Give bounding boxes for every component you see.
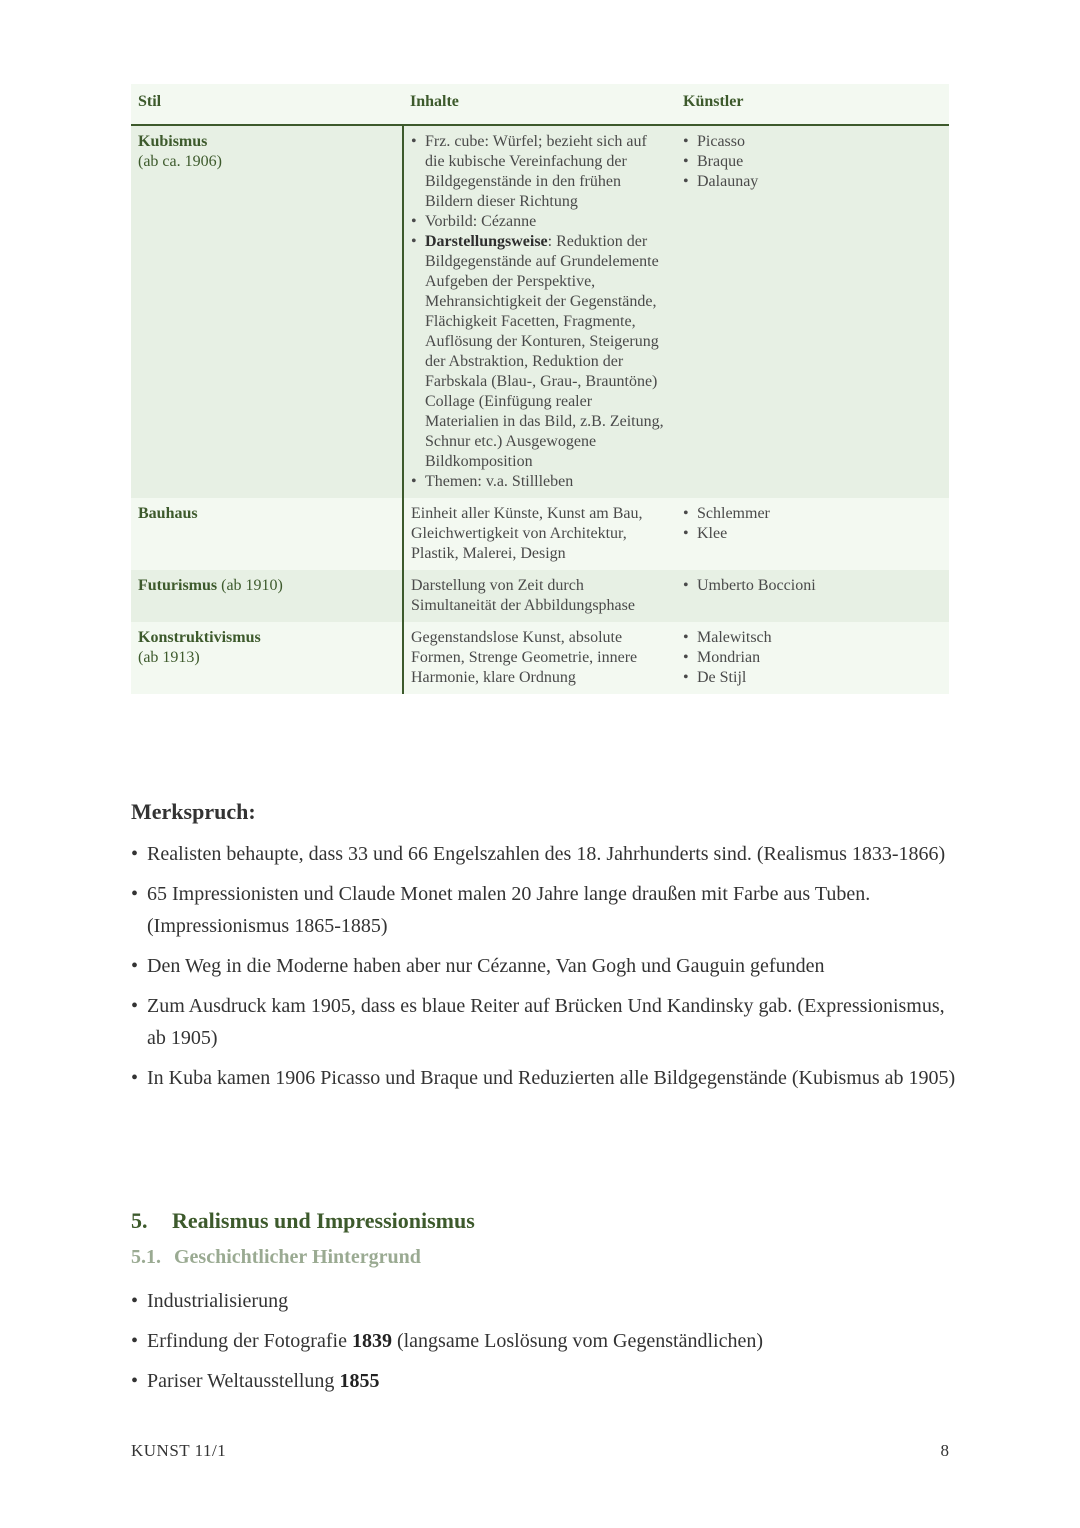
kuenstler-cell [676,622,949,694]
table-row-konstruktivismus [131,622,949,694]
table-row-futurismus [131,570,949,622]
art-styles-table [131,84,949,694]
footer-course: KUNST 11/1 [131,1441,227,1460]
darstellung-text: : Reduktion der Bildgegenstände auf Grundelemente Aufgeben der Perspektive, Mehransichtigkeit der Gegenstände, Flächigkeit Facetten, Fragmente, Auflösung der Konturen, Steigerung der Abstraktion, Reduktion der Farbskala (Blau-, Grau-, Brauntöne) Collage (Einfügung realer Materialien in das Bild, z.B. Zeitung, Schnur etc.) Ausgewogene Bildkomposition [425,233,664,470]
list-item: • Frz. cube: Würfel; bezieht sich auf die kubische Vereinfachung der Bildgegenstände in den frühen Bildern dieser Richtung [425,132,669,212]
list-item: • Schlemmer [697,504,942,524]
table-header-row [131,84,949,125]
list-item: • Industrialisierung [147,1285,967,1317]
kuenstler-cell [676,570,949,622]
history-year: 1839 [351,1330,392,1352]
list-item: • Mondrian [697,648,942,668]
list-item: • Picasso [697,132,942,152]
subsection-title [131,1246,421,1269]
table-row-bauhaus [131,498,949,570]
kuenstler-cell [676,125,949,498]
list-item: • Zum Ausdruck kam 1905, dass es blaue Reiter auf Brücken Und Kandinsky gab. (Expressionismus, ab 1905) [147,990,967,1054]
history-text: Erfindung der Fotografie [147,1330,352,1352]
section-title [131,1208,475,1234]
subsection-number: 5.1. [131,1246,161,1268]
list-item: • De Stijl [697,668,942,688]
list-item: • Vorbild: Cézanne [425,212,669,232]
list-item: • Den Weg in die Moderne haben aber nur Cézanne, Van Gogh und Gauguin gefunden [147,950,967,982]
merkspruch-list [131,838,967,1102]
stil-cell [131,125,403,498]
stil-name: Konstruktivismus [138,629,261,646]
section-title-text: Realismus und Impressionismus [172,1208,475,1233]
kuenstler-list [683,576,942,596]
list-item: • Braque [697,152,942,172]
section-number: 5. [131,1208,148,1233]
stil-cell [131,498,403,570]
list-item [425,232,669,472]
list-item: • Themen: v.a. Stillleben [425,472,669,492]
history-text: (langsame Loslösung vom Gegenständlichen) [391,1330,763,1352]
page-number: 8 [940,1441,949,1460]
list-item: • Umberto Boccioni [697,576,942,596]
list-item: • 65 Impressionisten und Claude Monet malen 20 Jahre lange draußen mit Farbe aus Tuben. (Impressionismus 1865-1885) [147,878,967,942]
stil-period: (ab ca. 1906) [138,153,222,170]
inhalte-cell: Einheit aller Künste, Kunst am Bau, Gleichwertigkeit von Architektur, Plastik, Malerei, Design [403,498,676,570]
stil-name: Futurismus [138,577,218,594]
kuenstler-list [683,628,942,688]
list-item: • Realisten behaupte, dass 33 und 66 Engelszahlen des 18. Jahrhunderts sind. (Realismus 1833-1866) [147,838,967,870]
list-item: • In Kuba kamen 1906 Picasso und Braque und Reduzierten alle Bildgegenstände (Kubismus ab 1905) [147,1062,967,1094]
inhalte-list [411,132,669,492]
darstellung-label: Darstellungsweise [425,233,548,250]
stil-name: Bauhaus [138,505,198,522]
subsection-title-text: Geschichtlicher Hintergrund [174,1246,421,1268]
list-item [147,1365,967,1397]
list-item: • Klee [697,524,942,544]
table-row-kubismus [131,125,949,498]
inhalte-cell [403,125,676,498]
list-item: • Dalaunay [697,172,942,192]
history-list [131,1285,967,1405]
header-inhalte: Inhalte [403,84,676,125]
history-year: 1855 [339,1370,380,1392]
stil-name: Kubismus [138,133,208,150]
inhalte-cell: Darstellung von Zeit durch Simultaneität der Abbildungsphase [403,570,676,622]
header-kuenstler: Künstler [676,84,949,125]
stil-period: (ab 1910) [221,577,283,594]
stil-cell [131,622,403,694]
kuenstler-cell [676,498,949,570]
stil-period: (ab 1913) [138,649,200,666]
history-text: Pariser Weltausstellung [147,1370,340,1392]
list-item: • Malewitsch [697,628,942,648]
header-stil: Stil [131,84,403,125]
inhalte-cell: Gegenstandslose Kunst, absolute Formen, Strenge Geometrie, innere Harmonie, klare Ordnung [403,622,676,694]
merkspruch-heading: Merkspruch: [131,799,256,824]
stil-cell [131,570,403,622]
kuenstler-list [683,504,942,544]
list-item [147,1325,967,1357]
kuenstler-list [683,132,942,192]
